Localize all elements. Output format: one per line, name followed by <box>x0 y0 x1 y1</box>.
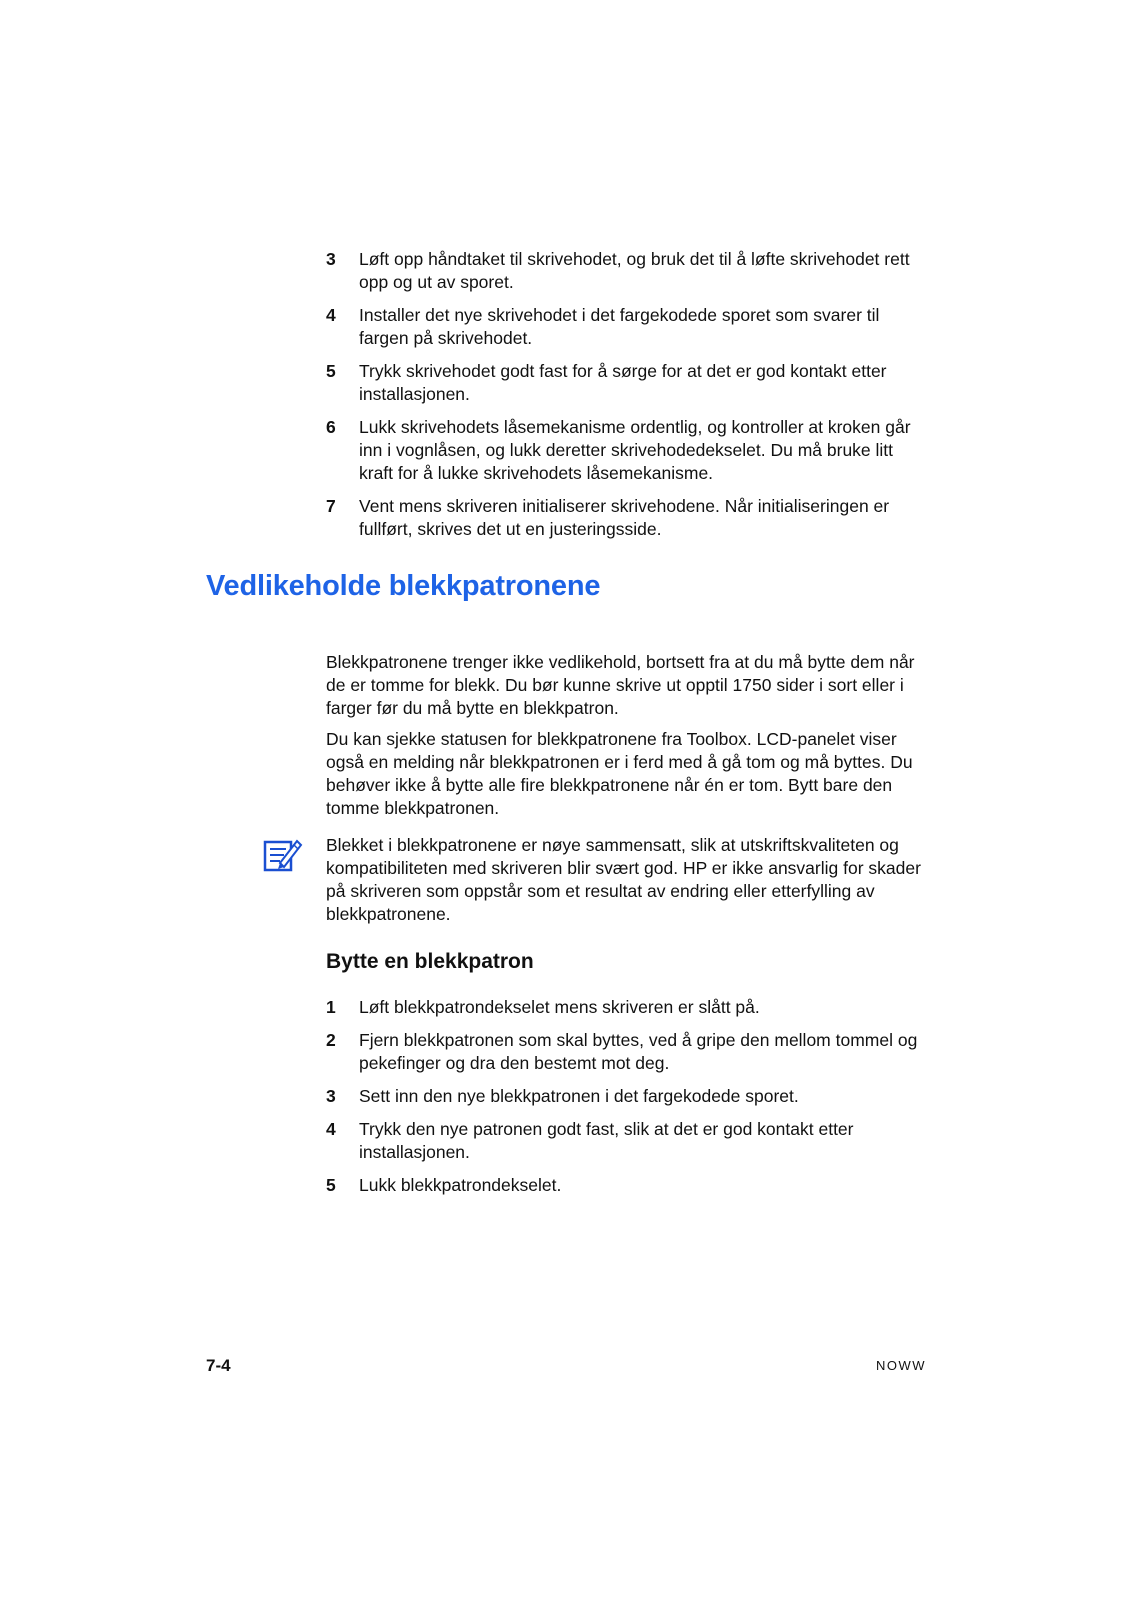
step-text: Løft blekkpatrondekselet mens skriveren er slått på. <box>359 997 760 1017</box>
step-text: Trykk skrivehodet godt fast for å sørge for at det er god kontakt etter installasjonen. <box>359 361 887 404</box>
step-text: Installer det nye skrivehodet i det fargekodede sporet som svarer til fargen på skrivehodet. <box>359 305 880 348</box>
step-text: Trykk den nye patronen godt fast, slik at det er god kontakt etter installasjonen. <box>359 1119 854 1162</box>
intro-paragraph: Blekkpatronene trenger ikke vedlikehold, bortsett fra at du må bytte dem når de er tomme for blekk. Du bør kunne skrive ut opptil 1750 sider i sort eller i farger før du må bytte en blekkpatron. <box>326 652 915 718</box>
step-item <box>326 1085 926 1108</box>
step-item <box>326 1029 926 1075</box>
step-number: 3 <box>326 249 336 269</box>
step-text: Lukk skrivehodets låsemekanisme ordentlig, og kontroller at kroken går inn i vognlåsen, og lukk deretter skrivehodedekselet. Du må bruke litt kraft for å lukke skrivehodets låsemekanisme. <box>359 417 911 483</box>
steps-list-top <box>326 248 926 551</box>
step-item <box>326 1174 926 1197</box>
step-number: 1 <box>326 997 336 1017</box>
step-number: 4 <box>326 305 336 325</box>
page-number: 7-4 <box>206 1356 231 1375</box>
step-item <box>326 416 926 485</box>
step-number: 2 <box>326 1030 336 1050</box>
steps-list-bottom <box>326 996 926 1207</box>
step-item <box>326 248 926 294</box>
status-paragraph: Du kan sjekke statusen for blekkpatronene fra Toolbox. LCD-panelet viser også en melding når blekkpatronen er i ferd med å gå tom og må byttes. Du behøver ikke å bytte alle fire blekkpatronene når én er tom. Bytt bare den tomme blekkpatronen. <box>326 729 913 818</box>
note-pencil-icon <box>262 836 304 874</box>
section-title: Vedlikeholde blekkpatronene <box>206 570 601 602</box>
step-item <box>326 1118 926 1164</box>
step-number: 7 <box>326 496 336 516</box>
step-text: Lukk blekkpatrondekselet. <box>359 1175 562 1195</box>
note-text: Blekket i blekkpatronene er nøye sammensatt, slik at utskriftskvaliteten og kompatibiliteten med skriveren blir svært god. HP er ikke ansvarlig for skader på skriveren som oppstår som et resultat av endring eller etterfylling av blekkpatronene. <box>326 835 921 924</box>
step-item <box>326 304 926 350</box>
step-number: 3 <box>326 1086 336 1106</box>
step-text: Vent mens skriveren initialiserer skrivehodene. Når initialiseringen er fullført, skrives det ut en justeringsside. <box>359 496 890 539</box>
subsection-title: Bytte en blekkpatron <box>326 950 534 973</box>
step-text: Løft opp håndtaket til skrivehodet, og bruk det til å løfte skrivehodet rett opp og ut av sporet. <box>359 249 910 292</box>
step-item <box>326 495 926 541</box>
step-item <box>326 996 926 1019</box>
step-number: 5 <box>326 361 336 381</box>
step-text: Sett inn den nye blekkpatronen i det fargekodede sporet. <box>359 1086 799 1106</box>
step-number: 6 <box>326 417 336 437</box>
language-code: NOWW <box>875 1358 926 1373</box>
step-number: 4 <box>326 1119 336 1139</box>
step-item <box>326 360 926 406</box>
step-number: 5 <box>326 1175 336 1195</box>
step-text: Fjern blekkpatronen som skal byttes, ved å gripe den mellom tommel og pekefinger og dra den bestemt mot deg. <box>359 1030 918 1073</box>
